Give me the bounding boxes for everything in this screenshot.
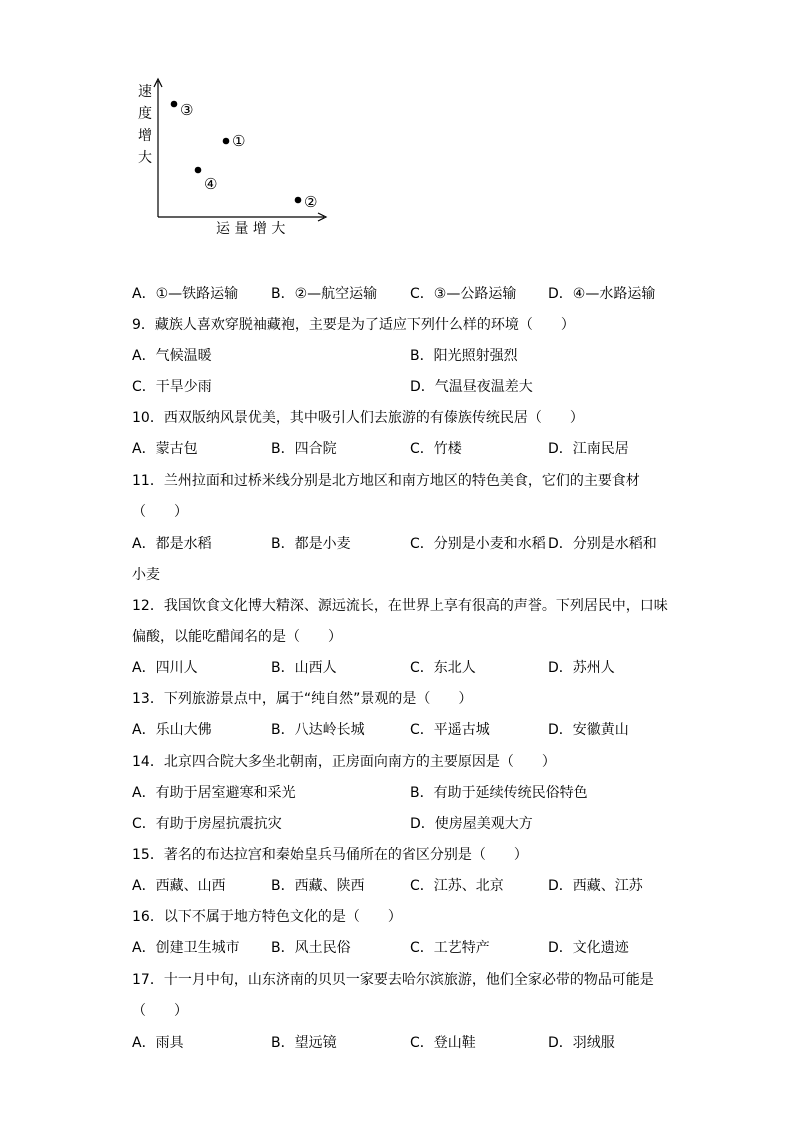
q11-option-a[interactable]: A．都是水稻 xyxy=(132,536,212,552)
q13-option-c[interactable]: C．平遥古城 xyxy=(410,722,490,738)
x-axis-label: 运 量 增 大 xyxy=(216,221,286,237)
q13-option-b[interactable]: B．八达岭长城 xyxy=(271,722,365,738)
q14-options-row2 xyxy=(0,814,794,834)
q16-option-c[interactable]: C．工艺特产 xyxy=(410,940,490,956)
q16-option-a[interactable]: A．创建卫生城市 xyxy=(132,940,240,956)
q9-option-a[interactable]: A．气候温暖 xyxy=(132,348,212,364)
point-1-label: ① xyxy=(232,132,246,150)
q12-options xyxy=(0,658,794,678)
q8-options xyxy=(0,284,794,304)
q16-stem: 16．以下不属于地方特色文化的是（ ） xyxy=(132,909,402,925)
q15-option-c[interactable]: C．江苏、北京 xyxy=(410,878,504,894)
q15-options xyxy=(0,876,794,896)
q15-option-a[interactable]: A．西藏、山西 xyxy=(132,878,226,894)
q12-option-a[interactable]: A．四川人 xyxy=(132,660,198,676)
point-3-label: ③ xyxy=(180,101,194,119)
q11-option-c[interactable]: C．分别是小麦和水稻 xyxy=(410,536,546,552)
q13-stem: 13．下列旅游景点中，属于“纯自然”景观的是（ ） xyxy=(132,691,473,707)
q11-stem-cont: （ ） xyxy=(132,504,188,520)
q8-option-b[interactable]: B．②—航空运输 xyxy=(271,286,378,302)
q15-stem: 15．著名的布达拉宫和秦始皇兵马俑所在的省区分别是（ ） xyxy=(132,847,528,863)
q17-option-c[interactable]: C．登山鞋 xyxy=(410,1035,476,1051)
y-axis-char: 度 xyxy=(138,106,152,122)
y-axis-char: 速 xyxy=(138,84,152,100)
q14-option-a[interactable]: A．有助于居室避寒和采光 xyxy=(132,785,296,801)
q16-options xyxy=(0,938,794,958)
q11-option-b[interactable]: B．都是小麦 xyxy=(271,536,351,552)
q11-options xyxy=(0,534,794,554)
speed-volume-diagram xyxy=(130,75,340,245)
q10-options xyxy=(0,439,794,459)
q10-stem: 10．西双版纳风景优美，其中吸引人们去旅游的有傣族传统民居（ ） xyxy=(132,410,584,426)
q10-option-a[interactable]: A．蒙古包 xyxy=(132,441,198,457)
q9-option-d[interactable]: D．气温昼夜温差大 xyxy=(410,379,533,395)
q14-stem: 14．北京四合院大多坐北朝南，正房面向南方的主要原因是（ ） xyxy=(132,754,556,770)
q17-stem: 17．十一月中旬，山东济南的贝贝一家要去哈尔滨旅游，他们全家必带的物品可能是 xyxy=(132,972,654,988)
q13-option-a[interactable]: A．乐山大佛 xyxy=(132,722,212,738)
q11-stem: 11．兰州拉面和过桥米线分别是北方地区和南方地区的特色美食，它们的主要食材 xyxy=(132,473,640,489)
point-2-label: ② xyxy=(304,193,318,211)
q13-option-d[interactable]: D．安徽黄山 xyxy=(548,722,629,738)
q14-option-d[interactable]: D．使房屋美观大方 xyxy=(410,816,533,832)
q16-option-d[interactable]: D．文化遗迹 xyxy=(548,940,629,956)
q17-option-b[interactable]: B．望远镜 xyxy=(271,1035,337,1051)
q10-option-c[interactable]: C．竹楼 xyxy=(410,441,462,457)
q11-option-d[interactable]: D．分别是水稻和 xyxy=(548,536,657,552)
q14-option-c[interactable]: C．有助于房屋抗震抗灾 xyxy=(132,816,282,832)
q9-options-row2 xyxy=(0,377,794,397)
q12-option-c[interactable]: C．东北人 xyxy=(410,660,476,676)
q12-option-d[interactable]: D．苏州人 xyxy=(548,660,615,676)
q14-option-b[interactable]: B．有助于延续传统民俗特色 xyxy=(410,785,588,801)
q12-stem-cont: 偏酸，以能吃醋闻名的是（ ） xyxy=(132,629,342,645)
q9-option-c[interactable]: C．干旱少雨 xyxy=(132,379,212,395)
point-2-dot xyxy=(295,197,302,204)
q10-option-b[interactable]: B．四合院 xyxy=(271,441,337,457)
q12-option-b[interactable]: B．山西人 xyxy=(271,660,337,676)
q10-option-d[interactable]: D．江南民居 xyxy=(548,441,629,457)
q11-option-d-cont: 小麦 xyxy=(132,567,160,583)
y-axis-char: 增 xyxy=(138,128,152,144)
q13-options xyxy=(0,720,794,740)
q15-option-d[interactable]: D．西藏、江苏 xyxy=(548,878,643,894)
q17-option-a[interactable]: A．雨具 xyxy=(132,1035,184,1051)
q17-option-d[interactable]: D．羽绒服 xyxy=(548,1035,615,1051)
q8-option-a[interactable]: A．①—铁路运输 xyxy=(132,286,239,302)
q8-option-c[interactable]: C．③—公路运输 xyxy=(410,286,517,302)
q16-option-b[interactable]: B．风土民俗 xyxy=(271,940,351,956)
q8-option-d[interactable]: D．④—水路运输 xyxy=(548,286,656,302)
point-1-dot xyxy=(223,138,230,145)
q15-option-b[interactable]: B．西藏、陕西 xyxy=(271,878,365,894)
q9-options-row1 xyxy=(0,346,794,366)
y-axis-char: 大 xyxy=(138,150,152,166)
point-4-dot xyxy=(195,167,202,174)
point-4-label: ④ xyxy=(204,175,218,193)
q17-options xyxy=(0,1033,794,1053)
q17-stem-cont: （ ） xyxy=(132,1003,188,1019)
q9-stem: 9．藏族人喜欢穿脱袖藏袍，主要是为了适应下列什么样的环境（ ） xyxy=(132,317,575,333)
q9-option-b[interactable]: B．阳光照射强烈 xyxy=(410,348,518,364)
q14-options-row1 xyxy=(0,783,794,803)
q12-stem: 12．我国饮食文化博大精深、源远流长，在世界上享有很高的声誉。下列居民中，口味 xyxy=(132,598,668,614)
point-3-dot xyxy=(171,101,178,108)
